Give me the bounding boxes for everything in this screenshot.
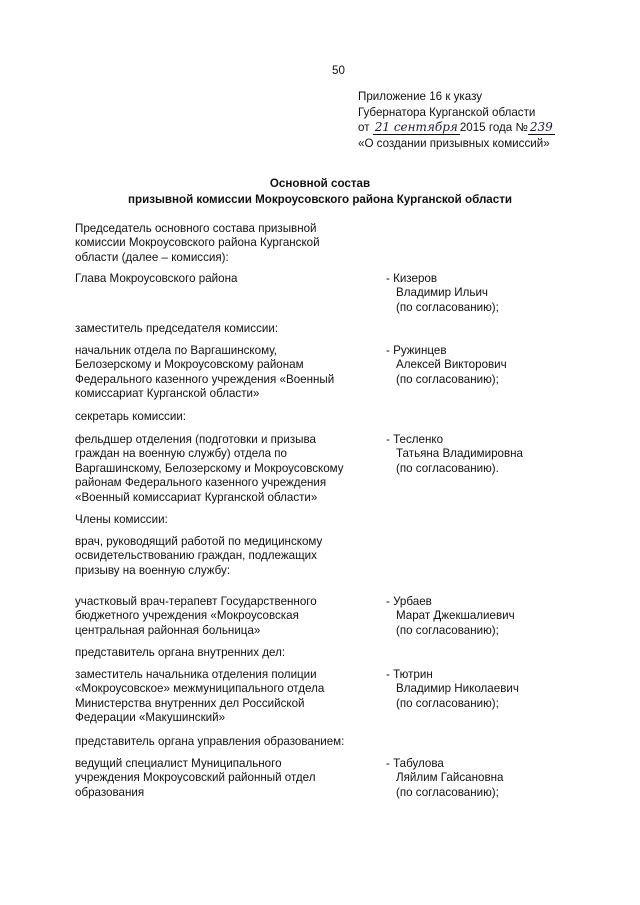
annex-from-label: от [358,121,370,134]
person-note: (по согласованию); [396,696,499,710]
text-line: Министерства внутренних дел Российской [75,696,305,710]
entry-section-heading [75,513,375,527]
text-line: Члены комиссии: [75,513,168,526]
text-line: начальник отдела по Варгашинскому, [75,344,278,357]
person-name: Марат Джекшалиевич [396,609,515,623]
entry-person [386,757,586,800]
entry-position [75,595,375,638]
annex-header [358,89,618,151]
text-line: «Военный комиссариат Курганской области» [75,490,318,504]
text-line: Федерального казенного учреждения «Военный [75,372,335,386]
text-line: граждан на военную службу) отдела по [75,447,287,461]
entry-section-heading [75,535,375,578]
person-note: (по согласованию); [396,372,499,386]
text-line: комиссариат Курганской области» [75,387,260,401]
person-surname: - Кизеров [386,272,437,285]
text-line: заместитель председателя комиссии: [75,322,279,335]
person-surname: - Табулова [386,757,444,770]
text-line: центральная районная больница» [75,623,261,637]
person-surname: - Тесленко [386,433,444,446]
text-line: «Мокроусовское» межмуниципального отдела [75,682,325,696]
text-line: призыву на военную службу: [75,563,231,577]
title-line-2: призывной комиссии Мокроусовского района Курганской области [127,193,513,206]
document-title [0,176,640,208]
annex-year-text: 2015 года № [459,121,528,134]
handwritten-number: 239 [529,120,553,134]
person-name: Владимир Ильич [396,286,488,300]
person-note: (по согласованию). [396,461,499,475]
entry-person [386,668,586,711]
entry-position [75,668,375,726]
title-line-1: Основной состав [269,177,371,190]
entry-position [75,433,375,505]
text-line: ведущий специалист Муниципального [75,757,282,770]
entry-person [386,272,586,315]
handwritten-date: 21 сентября [374,120,458,134]
entry-position [75,757,375,800]
entry-section-heading [75,646,375,660]
text-line: Федерации «Макушинский» [75,711,226,725]
text-line: учреждения Мокроусовский районный отдел [75,771,316,785]
person-surname: - Ружинцев [386,344,447,357]
text-line: фельдшер отделения (подготовки и призыва [75,433,316,446]
person-note: (по согласованию); [396,785,499,799]
annex-line-1: Приложение 16 к указу [358,90,483,103]
text-line: представитель органа управления образованием: [75,735,345,748]
text-line: заместитель начальника отделения полиции [75,668,317,681]
entry-section-heading [75,735,375,749]
text-line: освидетельствованию граждан, подлежащих [75,549,317,563]
text-line: Белозерскому и Мокроусовскому районам [75,358,304,372]
person-name: Ляйлим Гайсановна [396,771,504,785]
text-line: комиссии Мокроусовского района Курганской [75,236,320,250]
text-line: Варгашинскому, Белозерскому и Мокроусовскому [75,461,344,475]
entry-section-heading [75,410,375,424]
annex-line-3 [358,120,618,136]
annex-line-4: «О создании призывных комиссий» [358,136,550,150]
person-name: Алексей Викторович [396,358,507,372]
text-line: врач, руководящий работой по медицинскому [75,535,323,548]
text-line: районам Федерального казенного учреждения [75,476,327,490]
entry-position [75,344,375,402]
text-line: бюджетного учреждения «Мокроусовская [75,609,299,623]
person-note: (по согласованию); [396,623,499,637]
person-name: Татьяна Владимировна [396,447,523,461]
entry-chairman-heading [75,222,375,265]
text-line: области (далее – комиссия): [75,250,229,264]
entry-person [386,344,586,387]
person-name: Владимир Николаевич [396,682,519,696]
text-line: участковый врач-терапевт Государственного [75,595,317,608]
entry-person [386,595,586,638]
person-surname: - Тютрин [386,668,433,681]
text-line: Глава Мокроусовского района [75,272,238,285]
page-number: 50 [332,64,345,77]
entry-person [386,433,586,476]
entry-section-heading [75,322,375,336]
text-line: Председатель основного состава призывной [75,222,317,235]
annex-line-2: Губернатора Курганской области [358,105,536,119]
person-note: (по согласованию); [396,300,499,314]
text-line: секретарь комиссии: [75,410,187,423]
text-line: представитель органа внутренних дел: [75,646,286,659]
entry-position [75,272,375,286]
text-line: образования [75,785,145,799]
person-surname: - Урбаев [386,595,432,608]
